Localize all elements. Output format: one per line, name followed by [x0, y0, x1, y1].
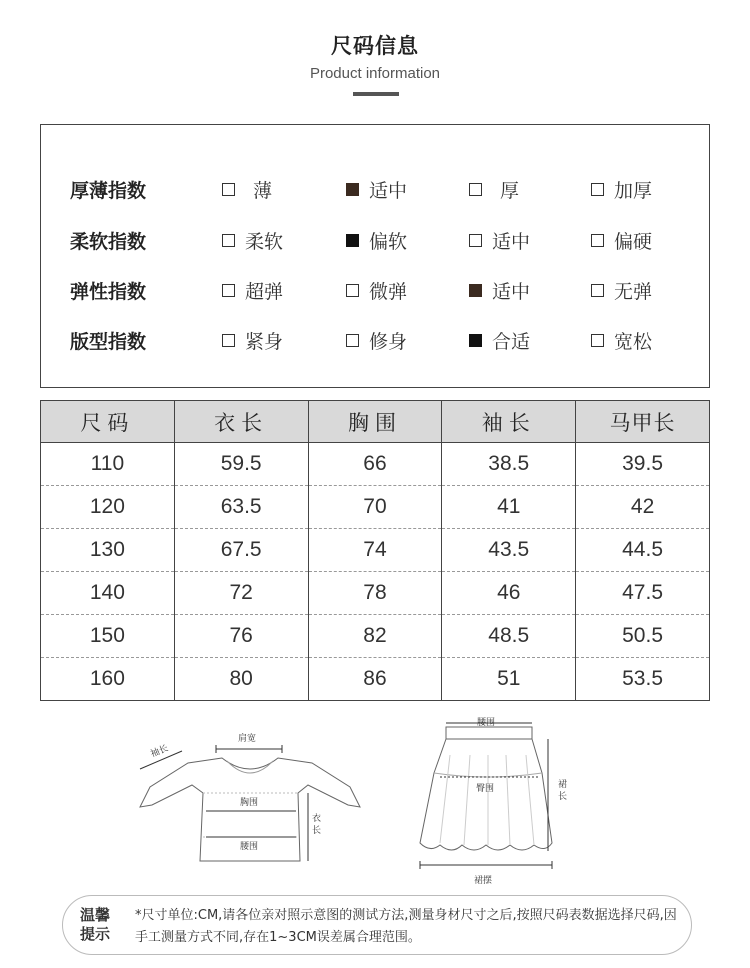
table-cell: 43.5	[442, 529, 576, 572]
table-cell: 50.5	[576, 615, 710, 658]
table-cell: 51	[442, 658, 576, 701]
checkbox-icon	[222, 183, 235, 196]
header-sleeve: 袖长	[442, 401, 576, 443]
fit-label: 版型指数	[70, 331, 147, 353]
option-slight-stretch: 微弹	[346, 277, 407, 304]
fabric-index-panel	[40, 124, 710, 388]
option-slim: 修身	[346, 327, 407, 354]
table-cell: 41	[442, 486, 576, 529]
option-soft: 柔软	[222, 227, 283, 254]
checkbox-icon	[591, 284, 604, 297]
checkbox-icon	[469, 183, 482, 196]
header-vest-length: 马甲长	[576, 401, 710, 443]
checkbox-checked-icon	[346, 183, 359, 196]
table-cell: 78	[308, 572, 442, 615]
hem-label: 裙摆	[474, 876, 493, 886]
table-cell: 120	[41, 486, 175, 529]
header-chest: 胸围	[308, 401, 442, 443]
table-row	[41, 529, 710, 572]
option-medium: 适中	[346, 176, 407, 203]
table-cell: 39.5	[576, 443, 710, 486]
title-divider	[353, 92, 399, 96]
softness-label: 柔软指数	[70, 231, 147, 253]
checkbox-checked-icon	[469, 284, 482, 297]
checkbox-icon	[591, 234, 604, 247]
header-size: 尺码	[41, 401, 175, 443]
tip-badge	[75, 906, 115, 944]
table-cell: 160	[41, 658, 175, 701]
table-header-row	[41, 401, 710, 443]
checkbox-icon	[222, 234, 235, 247]
table-cell: 110	[41, 443, 175, 486]
skirt-measure-lines	[420, 723, 552, 869]
fabric-row-elasticity	[41, 273, 709, 303]
table-cell: 53.5	[622, 667, 663, 690]
elasticity-label: 弹性指数	[70, 281, 147, 303]
option-medium: 适中	[469, 227, 530, 254]
option-medium: 适中	[469, 277, 530, 304]
chest-label: 胸围	[240, 798, 259, 808]
shirt-measure-lines	[140, 745, 308, 861]
checkbox-icon	[346, 334, 359, 347]
table-cell: 38.5	[442, 443, 576, 486]
option-slightly-hard: 偏硬	[591, 227, 652, 254]
table-cell: 67.5	[174, 529, 308, 572]
skirt-waist-label: 腰围	[477, 718, 496, 728]
tip-text: *尺寸单位:CM,请各位亲对照示意图的测试方法,测量身材尺寸之后,按照尺码表数据选择尺码,因手工测量方式不同,存在1~3CM误差属合理范围。	[135, 908, 677, 945]
table-row	[41, 486, 710, 529]
size-table	[40, 400, 710, 701]
table-row	[41, 615, 710, 658]
header-length: 衣长	[174, 401, 308, 443]
fabric-row-softness	[41, 223, 709, 253]
fabric-row-thickness	[41, 172, 709, 202]
table-cell: 46	[442, 572, 576, 615]
table-cell: 48.5	[442, 615, 576, 658]
table-cell: 42	[576, 486, 710, 529]
table-cell: 74	[308, 529, 442, 572]
table-cell: 59.5	[174, 443, 308, 486]
table-cell: 82	[308, 615, 442, 658]
table-row	[41, 572, 710, 615]
checkbox-icon	[591, 334, 604, 347]
warm-tip-box	[62, 895, 692, 955]
option-tight: 紧身	[222, 327, 283, 354]
skirt-length-label-1: 裙	[558, 780, 568, 790]
waist-label: 腰围	[240, 842, 259, 852]
checkbox-checked-icon	[469, 334, 482, 347]
thickness-label: 厚薄指数	[70, 180, 147, 202]
checkbox-icon	[469, 234, 482, 247]
table-cell: 66	[308, 443, 442, 486]
table-cell: 140	[41, 572, 175, 615]
page-subtitle: Product information	[309, 65, 441, 82]
table-cell: 72	[174, 572, 308, 615]
option-no-stretch: 无弹	[591, 277, 652, 304]
tip-badge-line1: 温馨	[79, 906, 110, 924]
checkbox-icon	[591, 183, 604, 196]
page-title: 尺码信息	[331, 34, 419, 58]
option-thin: 薄	[222, 176, 272, 203]
table-cell: 44.5	[576, 529, 710, 572]
table-cell: 63.5	[174, 486, 308, 529]
option-thick: 厚	[469, 176, 519, 203]
table-cell: 150	[41, 615, 175, 658]
section-header	[0, 30, 750, 82]
option-slightly-soft: 偏软	[346, 227, 407, 254]
table-cell: 70	[308, 486, 442, 529]
checkbox-icon	[222, 334, 235, 347]
sleeve-length-label: 袖长	[149, 743, 170, 760]
table-cell: 76	[174, 615, 308, 658]
tip-badge-line2: 提示	[79, 925, 110, 943]
fabric-row-fit	[41, 323, 709, 353]
option-loose: 宽松	[591, 327, 652, 354]
checkbox-icon	[222, 284, 235, 297]
measurement-diagram	[0, 715, 750, 890]
option-super-stretch: 超弹	[222, 277, 283, 304]
table-cell: 80	[174, 658, 308, 701]
shoulder-width-label: 肩宽	[238, 734, 257, 744]
length-label-1: 衣	[312, 814, 322, 824]
checkbox-icon	[346, 284, 359, 297]
checkbox-checked-icon	[346, 234, 359, 247]
option-extra-thick: 加厚	[591, 176, 652, 203]
table-cell: 47.5	[576, 572, 710, 615]
length-label-2: 长	[312, 826, 322, 836]
table-cell: 130	[41, 529, 175, 572]
table-row	[41, 658, 710, 701]
table-row	[41, 443, 710, 486]
skirt-length-label-2: 长	[558, 792, 568, 802]
table-cell: 86	[308, 658, 442, 701]
option-regular: 合适	[469, 327, 530, 354]
hip-label: 臀围	[476, 784, 495, 794]
